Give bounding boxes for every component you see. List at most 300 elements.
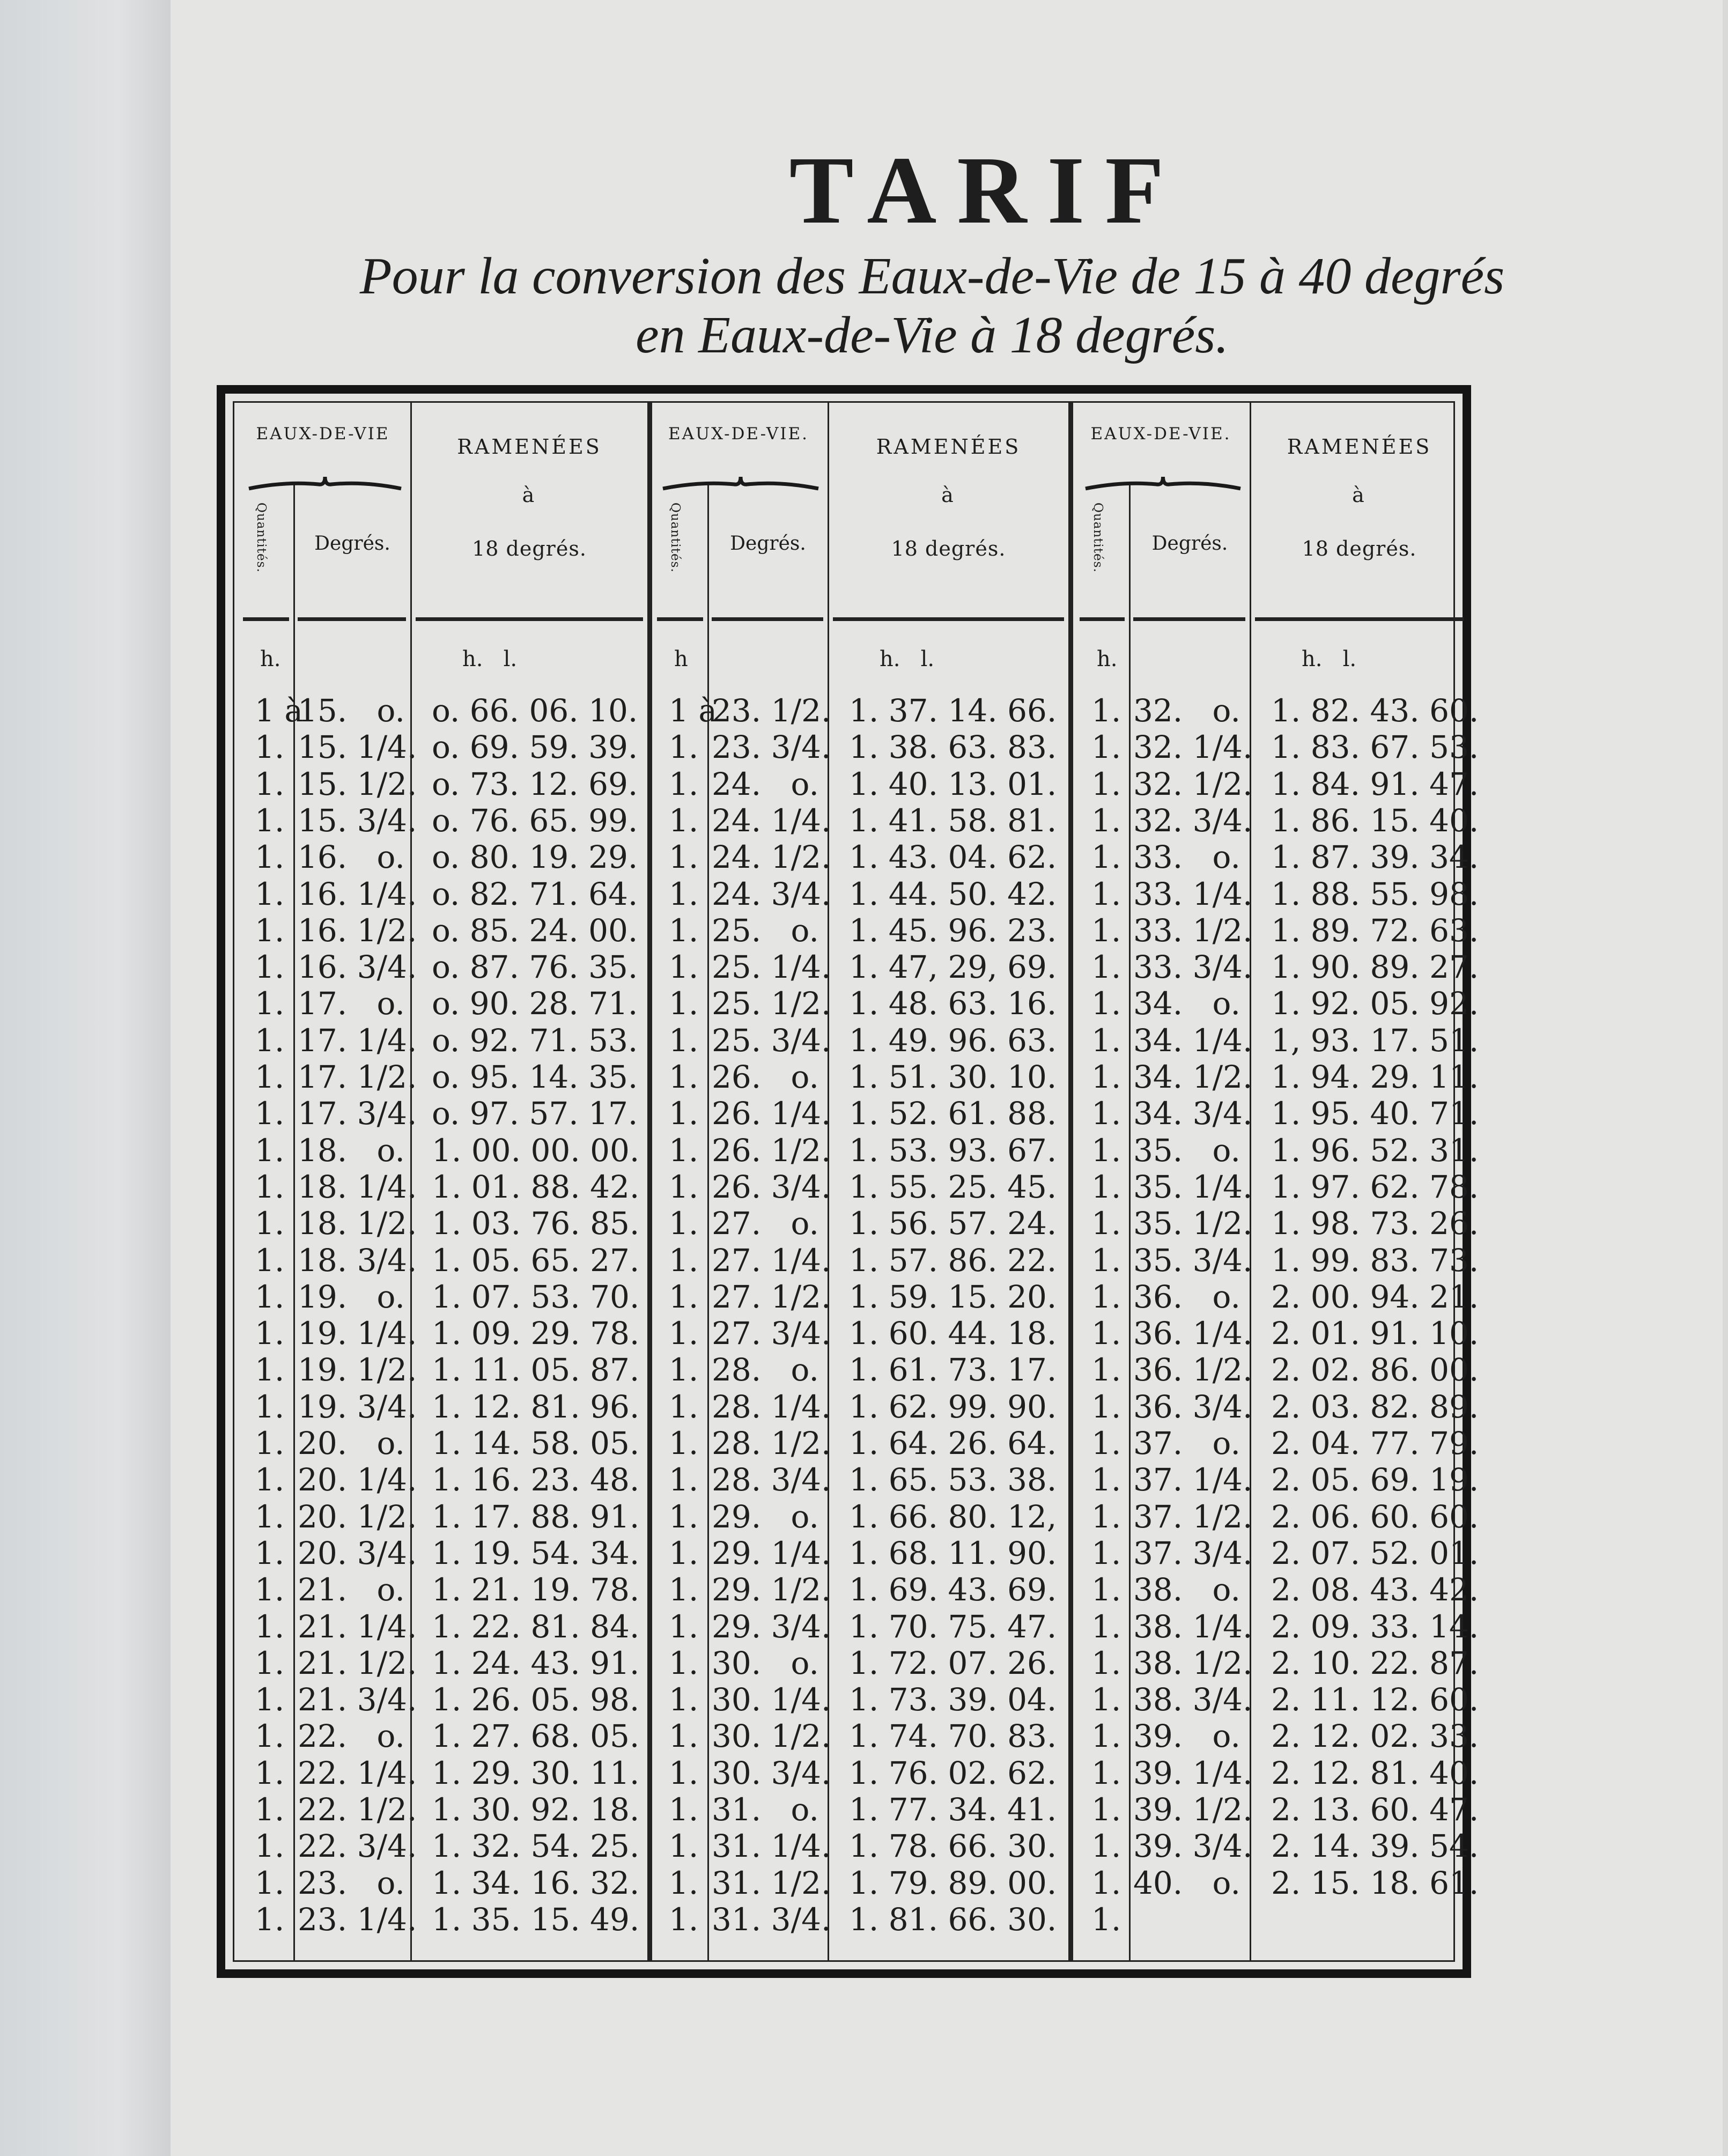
degree-cell: 29. 3/4. [712, 1608, 831, 1645]
quantity-cell: 1. [1091, 949, 1121, 986]
converted-value-cell: 1. 41. 58. 81. [849, 802, 1057, 839]
quantity-cell: 1. [669, 1278, 699, 1315]
unit-label-h: h. [260, 647, 281, 671]
degree-cell: 20. o. [298, 1425, 405, 1461]
degree-cell: 40. o. [1133, 1864, 1240, 1901]
converted-value-cell: o. 85. 24. 00. [432, 912, 638, 949]
quantity-cell: 1. [669, 765, 699, 802]
quantity-cell: 1. [1091, 1608, 1121, 1645]
quantity-cell: 1. [1091, 1022, 1121, 1059]
quantity-cell: 1. [1091, 1718, 1121, 1755]
quantity-cell: 1. [1091, 1095, 1121, 1132]
quantity-cell: 1. [669, 1681, 699, 1718]
degree-cell: 25. 1/2. [712, 985, 831, 1022]
quantity-cell: 1. [255, 1242, 285, 1279]
degree-cell: 37. o. [1133, 1425, 1240, 1461]
degree-cell: 35. 3/4. [1133, 1242, 1253, 1279]
converted-value-cell: 2. 09. 33. 14. [1271, 1608, 1479, 1645]
header-rule [416, 617, 643, 621]
converted-value-cell: 1. 81. 66. 30. [849, 1901, 1057, 1938]
quantity-cell: 1. [1091, 985, 1121, 1022]
quantity-cell: 1. [255, 1095, 285, 1132]
quantity-cell: 1. [1091, 802, 1121, 839]
quantity-cell: 1. [255, 1059, 285, 1095]
quantity-cell: 1. [669, 839, 699, 876]
unit-label-hl: h. l. [880, 647, 935, 671]
subtitle-line-2: en Eaux-de-Vie à 18 degrés. [636, 306, 1229, 364]
header-18-degres: 18 degrés. [891, 537, 1006, 560]
converted-value-cell: 2. 07. 52. 01. [1271, 1534, 1479, 1571]
converted-value-cell: 2. 11. 12. 60. [1271, 1681, 1479, 1718]
degree-cell: 27. o. [712, 1205, 819, 1242]
converted-value-cell: 1. 56. 57. 24. [849, 1205, 1057, 1242]
converted-value-cell: 1. 17. 88. 91. [432, 1498, 640, 1535]
degree-cell: 23. o. [298, 1864, 405, 1901]
quantity-cell: 1. [1091, 1315, 1121, 1352]
column-divider [1129, 483, 1131, 1960]
converted-value-cell: 1. 00. 00. 00. [432, 1132, 640, 1169]
degree-cell: 30. 1/2. [712, 1718, 831, 1755]
quantity-cell: 1. [255, 1754, 285, 1791]
degree-cell: 35. 1/4. [1133, 1168, 1253, 1205]
converted-value-cell: 1. 12. 81. 96. [432, 1388, 640, 1425]
header-ramenees: RAMENÉES [876, 435, 1021, 459]
converted-value-cell: 2. 08. 43. 42. [1271, 1571, 1479, 1608]
quantity-cell: 1. [255, 1828, 285, 1865]
degree-cell: 17. 1/4. [298, 1022, 417, 1059]
degree-cell: 18. 3/4. [298, 1242, 417, 1279]
degree-cell: 39. 3/4. [1133, 1828, 1253, 1865]
degree-cell: 16. 3/4. [298, 949, 417, 986]
quantity-cell: 1. [255, 1278, 285, 1315]
converted-value-cell: 1. 52. 61. 88. [849, 1095, 1057, 1132]
converted-value-cell: 1. 79. 89. 00. [849, 1864, 1057, 1901]
quantity-cell: 1. [1091, 1864, 1121, 1901]
quantity-cell: 1. [1091, 692, 1121, 729]
converted-value-cell: 1. 32. 54. 25. [432, 1828, 640, 1865]
header-rule [712, 617, 823, 621]
degree-cell: 17. 3/4. [298, 1095, 417, 1132]
quantity-cell: 1. [669, 1754, 699, 1791]
converted-value-cell: 1. 37. 14. 66. [849, 692, 1057, 729]
quantity-cell: 1. [1091, 1571, 1121, 1608]
degree-cell: 37. 1/2. [1133, 1498, 1253, 1535]
header-degres: Degrés. [730, 533, 806, 555]
converted-value-cell: 1. 51. 30. 10. [849, 1059, 1057, 1095]
quantity-cell: 1. [669, 729, 699, 766]
degree-cell: 19. 1/4. [298, 1315, 417, 1352]
converted-value-cell: o. 87. 76. 35. [432, 949, 638, 986]
converted-value-cell: 1. 78. 66. 30. [849, 1828, 1057, 1865]
quantity-cell: 1. [1091, 1791, 1121, 1828]
degree-cell: 15. 1/4. [298, 729, 417, 766]
degree-cell: 31. 1/2. [712, 1864, 831, 1901]
degree-cell: 15. 1/2. [298, 765, 417, 802]
converted-value-cell: 1. 24. 43. 91. [432, 1644, 640, 1681]
converted-value-cell: 1. 89. 72. 63. [1271, 912, 1479, 949]
converted-value-cell: 1. 01. 88. 42. [432, 1168, 640, 1205]
header-rule [1133, 617, 1245, 621]
unit-label-hl: h. l. [462, 647, 518, 671]
page-title: TARIF [789, 137, 1185, 243]
degree-cell: 36. o. [1133, 1278, 1240, 1315]
header-rule [1255, 617, 1464, 621]
quantity-cell: 1. [255, 1352, 285, 1389]
converted-value-cell: 1. 48. 63. 16. [849, 985, 1057, 1022]
degree-cell: 17. o. [298, 985, 405, 1022]
quantity-cell: 1. [255, 1571, 285, 1608]
unit-label-h: h [674, 647, 688, 671]
tariff-table-inner [233, 401, 1479, 1962]
quantity-cell: 1. [1091, 1754, 1121, 1791]
converted-value-cell: 1. 90. 89. 27. [1271, 949, 1479, 986]
header-18-degres: 18 degrés. [1302, 537, 1417, 560]
converted-value-cell: 2. 06. 60. 60. [1271, 1498, 1479, 1535]
quantity-cell: 1. [669, 1571, 699, 1608]
group-divider [1068, 403, 1073, 1960]
quantity-cell: 1. [1091, 1828, 1121, 1865]
quantity-cell: 1. [669, 802, 699, 839]
degree-cell: 31. 3/4. [712, 1901, 831, 1938]
degree-cell: 38. 1/4. [1133, 1608, 1253, 1645]
converted-value-cell: o. 69. 59. 39. [432, 729, 638, 766]
quantity-cell: 1. [255, 1791, 285, 1828]
converted-value-cell: 2. 12. 81. 40. [1271, 1754, 1479, 1791]
degree-cell: 26. 1/4. [712, 1095, 831, 1132]
quantity-cell: 1. [255, 1461, 285, 1498]
degree-cell: 20. 1/4. [298, 1461, 417, 1498]
degree-cell: 29. o. [712, 1498, 819, 1535]
degree-cell: 16. o. [298, 839, 405, 876]
header-rule [243, 617, 289, 621]
quantity-cell: 1. [255, 912, 285, 949]
degree-cell: 36. 1/2. [1133, 1352, 1253, 1389]
degree-cell: 22. 1/4. [298, 1754, 417, 1791]
quantity-cell: 1. [669, 1242, 699, 1279]
degree-cell: 25. 1/4. [712, 949, 831, 986]
converted-value-cell: 1. 44. 50. 42. [849, 875, 1057, 912]
degree-cell: 27. 1/2. [712, 1278, 831, 1315]
quantity-cell: 1. [1091, 1278, 1121, 1315]
quantity-cell: 1. [1091, 1644, 1121, 1681]
quantity-cell: 1. [1091, 1168, 1121, 1205]
converted-value-cell: 1. 60. 44. 18. [849, 1315, 1057, 1352]
converted-value-cell: o. 82. 71. 64. [432, 875, 638, 912]
converted-value-cell: 2. 00. 94. 21. [1271, 1278, 1479, 1315]
degree-cell: 39. 1/4. [1133, 1754, 1253, 1791]
degree-cell: 18. 1/2. [298, 1205, 417, 1242]
header-rule [657, 617, 703, 621]
converted-value-cell: 1. 83. 67. 53. [1271, 729, 1479, 766]
converted-value-cell: 2. 10. 22. 87. [1271, 1644, 1479, 1681]
header-eaux-de-vie: EAUX-DE-VIE [256, 424, 390, 444]
quantity-cell: 1. [669, 1644, 699, 1681]
degree-cell: 25. 3/4. [712, 1022, 831, 1059]
converted-value-cell: 1. 57. 86. 22. [849, 1242, 1057, 1279]
converted-value-cell: 2. 12. 02. 33. [1271, 1718, 1479, 1755]
converted-value-cell: 2. 14. 39. 54. [1271, 1828, 1479, 1865]
quantity-cell: 1. [1091, 1388, 1121, 1425]
quantity-cell: 1. [255, 1315, 285, 1352]
header-quantites: Quantités. [254, 503, 268, 573]
degree-cell: 32. 1/4. [1133, 729, 1253, 766]
degree-cell: 20. 1/2. [298, 1498, 417, 1535]
degree-cell: 28. o. [712, 1352, 819, 1389]
header-quantites: Quantités. [668, 503, 682, 573]
converted-value-cell: 1. 45. 96. 23. [849, 912, 1057, 949]
quantity-cell: 1 à [669, 692, 717, 729]
converted-value-cell: 1. 03. 76. 85. [432, 1205, 640, 1242]
header-degres: Degrés. [314, 533, 390, 555]
degree-cell: 24. 3/4. [712, 875, 831, 912]
quantity-cell: 1. [255, 802, 285, 839]
quantity-cell: 1. [669, 1901, 699, 1938]
degree-cell: 28. 3/4. [712, 1461, 831, 1498]
quantity-cell: 1. [255, 729, 285, 766]
tariff-table [217, 385, 1479, 1978]
converted-value-cell: o. 76. 65. 99. [432, 802, 638, 839]
quantity-cell: 1. [1091, 1352, 1121, 1389]
converted-value-cell: 1. 26. 05. 98. [432, 1681, 640, 1718]
quantity-cell: 1. [669, 985, 699, 1022]
quantity-cell: 1. [1091, 1681, 1121, 1718]
converted-value-cell: 1. 94. 29. 11. [1271, 1059, 1479, 1095]
quantity-cell: 1. [255, 1132, 285, 1169]
quantity-cell: 1. [669, 875, 699, 912]
quantity-cell: 1. [669, 1315, 699, 1352]
quantity-cell: 1. [1091, 1132, 1121, 1169]
degree-cell: 33. 1/4. [1133, 875, 1253, 912]
converted-value-cell: 2. 03. 82. 89. [1271, 1388, 1479, 1425]
converted-value-cell: 1. 65. 53. 38. [849, 1461, 1057, 1498]
degree-cell: 38. 1/2. [1133, 1644, 1253, 1681]
header-a: à [522, 483, 537, 507]
converted-value-cell: 1. 29. 30. 11. [432, 1754, 640, 1791]
degree-cell: 30. 1/4. [712, 1681, 831, 1718]
page-edge-shadow [1723, 0, 1728, 2156]
converted-value-cell: 1. 40. 13. 01. [849, 765, 1057, 802]
degree-cell: 35. o. [1133, 1132, 1240, 1169]
converted-value-cell: o. 66. 06. 10. [432, 692, 638, 729]
quantity-cell: 1. [255, 985, 285, 1022]
degree-cell: 16. 1/2. [298, 912, 417, 949]
quantity-cell: 1. [669, 1132, 699, 1169]
converted-value-cell: 1. 88. 55. 98. [1271, 875, 1479, 912]
converted-value-cell: 2. 01. 91. 10. [1271, 1315, 1479, 1352]
converted-value-cell: 1. 70. 75. 47. [849, 1608, 1057, 1645]
header-ramenees: RAMENÉES [1287, 435, 1432, 459]
converted-value-cell: o. 92. 71. 53. [432, 1022, 638, 1059]
quantity-cell: 1. [1091, 1205, 1121, 1242]
converted-value-cell: 1. 87. 39. 34. [1271, 839, 1479, 876]
degree-cell: 34. 1/4. [1133, 1022, 1253, 1059]
degree-cell: 39. o. [1133, 1718, 1240, 1755]
degree-cell: 29. 1/2. [712, 1571, 831, 1608]
converted-value-cell: 2. 05. 69. 19. [1271, 1461, 1479, 1498]
converted-value-cell: 1. 27. 68. 05. [432, 1718, 640, 1755]
quantity-cell: 1. [669, 1828, 699, 1865]
converted-value-cell: 1. 43. 04. 62. [849, 839, 1057, 876]
degree-cell: 37. 1/4. [1133, 1461, 1253, 1498]
degree-cell: 31. 1/4. [712, 1828, 831, 1865]
converted-value-cell: o. 90. 28. 71. [432, 985, 638, 1022]
quantity-cell: 1. [1091, 1461, 1121, 1498]
converted-value-cell: 1. 82. 43. 60. [1271, 692, 1479, 729]
header-degres: Degrés. [1151, 533, 1228, 555]
converted-value-cell: 1. 09. 29. 78. [432, 1315, 640, 1352]
brace-icon [247, 472, 403, 494]
quantity-cell: 1. [669, 1022, 699, 1059]
degree-cell: 31. o. [712, 1791, 819, 1828]
quantity-cell: 1. [255, 765, 285, 802]
converted-value-cell: 1. 73. 39. 04. [849, 1681, 1057, 1718]
converted-value-cell: 1. 72. 07. 26. [849, 1644, 1057, 1681]
converted-value-cell: o. 97. 57. 17. [432, 1095, 638, 1132]
degree-cell: 30. 3/4. [712, 1754, 831, 1791]
degree-cell: 35. 1/2. [1133, 1205, 1253, 1242]
left-page-edge [0, 0, 171, 2156]
degree-cell: 18. o. [298, 1132, 405, 1169]
quantity-cell: 1. [255, 1534, 285, 1571]
quantity-cell: 1. [1091, 1059, 1121, 1095]
converted-value-cell: 2. 15. 18. 61. [1271, 1864, 1479, 1901]
converted-value-cell: 1. 35. 15. 49. [432, 1901, 640, 1938]
degree-cell: 24. o. [712, 765, 819, 802]
converted-value-cell: 1. 69. 43. 69. [849, 1571, 1057, 1608]
degree-cell: 23. 1/2. [712, 692, 831, 729]
degree-cell: 17. 1/2. [298, 1059, 417, 1095]
converted-value-cell: 1. 14. 58. 05. [432, 1425, 640, 1461]
degree-cell: 24. 1/2. [712, 839, 831, 876]
quantity-cell: 1. [255, 1388, 285, 1425]
quantity-cell: 1. [1091, 912, 1121, 949]
header-18-degres: 18 degrés. [472, 537, 587, 560]
quantity-cell: 1. [669, 1498, 699, 1535]
converted-value-cell: 1. 86. 15. 40. [1271, 802, 1479, 839]
degree-cell: 29. 1/4. [712, 1534, 831, 1571]
quantity-cell: 1. [669, 1352, 699, 1389]
converted-value-cell: 1. 77. 34. 41. [849, 1791, 1057, 1828]
degree-cell: 18. 1/4. [298, 1168, 417, 1205]
quantity-cell: 1. [669, 949, 699, 986]
quantity-cell: 1. [669, 1718, 699, 1755]
degree-cell: 26. 1/2. [712, 1132, 831, 1169]
degree-cell: 32. 1/2. [1133, 765, 1253, 802]
converted-value-cell: 1. 59. 15. 20. [849, 1278, 1057, 1315]
group-divider [647, 403, 652, 1960]
converted-value-cell: 1. 53. 93. 67. [849, 1132, 1057, 1169]
quantity-cell: 1. [1091, 1242, 1121, 1279]
converted-value-cell: 1. 62. 99. 90. [849, 1388, 1057, 1425]
quantity-cell: 1. [255, 1022, 285, 1059]
subtitle-line-1: Pour la conversion des Eaux-de-Vie de 15 à 40 degrés [359, 247, 1505, 305]
quantity-cell: 1. [1091, 1534, 1121, 1571]
converted-value-cell: 1. 99. 83. 73. [1271, 1242, 1479, 1279]
degree-cell: 19. 3/4. [298, 1388, 417, 1425]
degree-cell: 36. 3/4. [1133, 1388, 1253, 1425]
degree-cell: 21. 1/2. [298, 1644, 417, 1681]
quantity-cell: 1. [255, 1608, 285, 1645]
degree-cell: 21. 3/4. [298, 1681, 417, 1718]
quantity-cell: 1. [1091, 875, 1121, 912]
converted-value-cell: 1. 34. 16. 32. [432, 1864, 640, 1901]
header-ramenees: RAMENÉES [457, 435, 602, 459]
quantity-cell: 1. [255, 839, 285, 876]
quantity-cell: 1. [1091, 729, 1121, 766]
degree-cell: 19. o. [298, 1278, 405, 1315]
quantity-cell: 1. [669, 1534, 699, 1571]
quantity-cell: 1. [1091, 1901, 1121, 1938]
converted-value-cell: 2. 04. 77. 79. [1271, 1425, 1479, 1461]
degree-cell: 24. 1/4. [712, 802, 831, 839]
converted-value-cell: 1. 95. 40. 71. [1271, 1095, 1479, 1132]
converted-value-cell: 1. 38. 63. 83. [849, 729, 1057, 766]
degree-cell: 28. 1/2. [712, 1425, 831, 1461]
quantity-cell: 1. [255, 1498, 285, 1535]
degree-cell: 34. 3/4. [1133, 1095, 1253, 1132]
converted-value-cell: 1. 74. 70. 83. [849, 1718, 1057, 1755]
converted-value-cell: 2. 13. 60. 47. [1271, 1791, 1479, 1828]
degree-cell: 32. o. [1133, 692, 1240, 729]
converted-value-cell: o. 73. 12. 69. [432, 765, 638, 802]
converted-value-cell: o. 80. 19. 29. [432, 839, 638, 876]
converted-value-cell: 2. 02. 86. 00. [1271, 1352, 1479, 1389]
degree-cell: 30. o. [712, 1644, 819, 1681]
quantity-cell: 1. [669, 1059, 699, 1095]
degree-cell: 22. 3/4. [298, 1828, 417, 1865]
degree-cell: 33. o. [1133, 839, 1240, 876]
converted-value-cell: 1. 55. 25. 45. [849, 1168, 1057, 1205]
converted-value-cell: 1. 16. 23. 48. [432, 1461, 640, 1498]
converted-value-cell: 1. 21. 19. 78. [432, 1571, 640, 1608]
quantity-cell: 1. [255, 1901, 285, 1938]
converted-value-cell: 1. 30. 92. 18. [432, 1791, 640, 1828]
header-rule [833, 617, 1064, 621]
converted-value-cell: 1. 05. 65. 27. [432, 1242, 640, 1279]
header-a: à [1352, 483, 1367, 507]
quantity-cell: 1 à [255, 692, 303, 729]
converted-value-cell: 1. 07. 53. 70. [432, 1278, 640, 1315]
converted-value-cell: 1. 92. 05. 92. [1271, 985, 1479, 1022]
converted-value-cell: 1. 19. 54. 34. [432, 1534, 640, 1571]
degree-cell: 28. 1/4. [712, 1388, 831, 1425]
degree-cell: 23. 1/4. [298, 1901, 417, 1938]
header-rule [298, 617, 406, 621]
converted-value-cell: 1. 97. 62. 78. [1271, 1168, 1479, 1205]
converted-value-cell: 1. 61. 73. 17. [849, 1352, 1057, 1389]
quantity-cell: 1. [255, 1205, 285, 1242]
degree-cell: 33. 3/4. [1133, 949, 1253, 986]
converted-value-cell: 1. 11. 05. 87. [432, 1352, 640, 1389]
degree-cell: 34. 1/2. [1133, 1059, 1253, 1095]
converted-value-cell: 1. 64. 26. 64. [849, 1425, 1057, 1461]
header-quantites: Quantités. [1091, 503, 1105, 573]
converted-value-cell: 1. 84. 91. 47. [1271, 765, 1479, 802]
degree-cell: 27. 3/4. [712, 1315, 831, 1352]
converted-value-cell: 1. 76. 02. 62. [849, 1754, 1057, 1791]
quantity-cell: 1. [669, 1168, 699, 1205]
degree-cell: 22. 1/2. [298, 1791, 417, 1828]
degree-cell: 26. o. [712, 1059, 819, 1095]
degree-cell: 15. 3/4. [298, 802, 417, 839]
quantity-cell: 1. [255, 1425, 285, 1461]
document-page [171, 0, 1728, 2156]
quantity-cell: 1. [255, 1681, 285, 1718]
quantity-cell: 1. [1091, 1498, 1121, 1535]
quantity-cell: 1. [669, 1461, 699, 1498]
degree-cell: 25. o. [712, 912, 819, 949]
quantity-cell: 1. [669, 1388, 699, 1425]
